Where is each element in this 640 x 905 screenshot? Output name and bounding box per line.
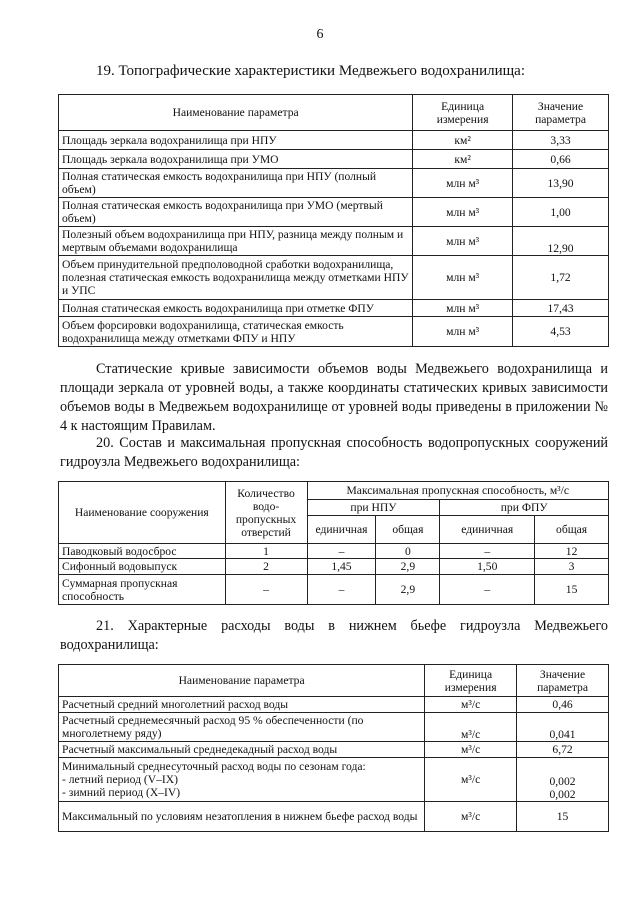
header-npu-single: единичная	[307, 516, 376, 544]
header-opening-count: Количество водо- пропускных отверстий	[225, 482, 307, 544]
table-row	[59, 150, 609, 169]
paragraph-static-curves	[60, 360, 608, 436]
row-summer-label: - летний период (V–IX)	[62, 773, 179, 786]
row-value: 0,041	[517, 713, 609, 742]
table-row	[59, 758, 609, 802]
row-value: 6,72	[517, 742, 609, 758]
row-count: 2	[225, 559, 307, 575]
row-value: 1,72	[513, 256, 609, 300]
row-name: Объем принудительной предполоводной сработки водохранилища, полезная статическая емкость водохранилища между отметками НПУ и УПС	[59, 256, 413, 300]
row-name: Расчетный среднемесячный расход 95 % обеспеченности (по многолетнему ряду)	[59, 713, 425, 742]
row-value: 0,66	[513, 150, 609, 169]
row-unit: млн м³	[413, 169, 513, 198]
row-npu-total: 2,9	[376, 575, 440, 605]
table-row	[59, 802, 609, 832]
table-row	[59, 198, 609, 227]
row-unit: м³/с	[425, 802, 517, 832]
row-name: Площадь зеркала водохранилища при НПУ	[59, 131, 413, 150]
row-name: Полная статическая емкость водохранилища при НПУ (полный объем)	[59, 169, 413, 198]
row-name: Минимальный среднесуточный расход воды по сезонам года:	[62, 760, 366, 773]
row-value: 15	[517, 802, 609, 832]
row-unit: км²	[413, 150, 513, 169]
row-name: Полная статическая емкость водохранилища при отметке ФПУ	[59, 300, 413, 317]
row-fpu-single: 1,50	[440, 559, 535, 575]
row-name: Расчетный средний многолетний расход воды	[59, 697, 425, 713]
row-value: 12,90	[513, 227, 609, 256]
table-row	[59, 559, 609, 575]
heading-text: 20. Состав и максимальная пропускная способность водопропускных сооружений гидроузла Медвежьего водохранилища:	[60, 435, 608, 470]
row-unit: млн м³	[413, 256, 513, 300]
header-fpu-total: общая	[535, 516, 609, 544]
row-unit: км²	[413, 131, 513, 150]
heading-text: 21. Характерные расходы воды в нижнем бьефе гидроузла Медвежьего водохранилища:	[60, 618, 608, 653]
row-name: Объем форсировки водохранилища, статическая емкость водохранилища между отметками ФПУ и НПУ	[59, 317, 413, 347]
table-row	[59, 742, 609, 758]
row-name: Паводковый водосброс	[59, 544, 226, 559]
header-unit: Единица измерения	[413, 95, 513, 131]
row-count: 1	[225, 544, 307, 559]
row-npu-total: 2,9	[376, 559, 440, 575]
header-value: Значение параметра	[517, 665, 609, 697]
header-max-capacity: Максимальная пропускная способность, м³/с	[307, 482, 609, 500]
page-number: 6	[316, 27, 324, 42]
row-npu-single: –	[307, 575, 376, 605]
row-npu-total: 0	[376, 544, 440, 559]
row-name: Полезный объем водохранилища при НПУ, разница между полным и мертвым объемами водохранилища	[59, 227, 413, 256]
topographic-table	[58, 94, 609, 347]
header-value: Значение параметра	[513, 95, 609, 131]
row-name: Максимальный по условиям незатопления в нижнем бьефе расход воды	[59, 802, 425, 832]
section-21-heading	[60, 617, 608, 655]
row-name: Суммарная пропускная способность	[59, 575, 226, 605]
flow-rates-table	[58, 664, 609, 832]
header-npu-total: общая	[376, 516, 440, 544]
row-name: Полная статическая емкость водохранилища при УМО (мертвый объем)	[59, 198, 413, 227]
table-row	[59, 713, 609, 742]
row-fpu-single: –	[440, 544, 535, 559]
table-row	[59, 317, 609, 347]
header-fpu-single: единичная	[440, 516, 535, 544]
header-parameter: Наименование параметра	[59, 95, 413, 131]
row-value: 17,43	[513, 300, 609, 317]
row-fpu-total: 3	[535, 559, 609, 575]
table-row	[59, 169, 609, 198]
table-row	[59, 131, 609, 150]
row-name: Площадь зеркала водохранилища при УМО	[59, 150, 413, 169]
capacity-table	[58, 481, 609, 605]
row-value: 3,33	[513, 131, 609, 150]
row-winter-value: 0,002	[549, 788, 576, 801]
table-row	[59, 697, 609, 713]
header-unit: Единица измерения	[425, 665, 517, 697]
row-unit: м³/с	[425, 697, 517, 713]
row-unit: м³/с	[425, 713, 517, 742]
row-npu-single: 1,45	[307, 559, 376, 575]
row-name: Расчетный максимальный среднедекадный расход воды	[59, 742, 425, 758]
table-row	[59, 256, 609, 300]
row-count: –	[225, 575, 307, 605]
paragraph-text: Статические кривые зависимости объемов воды Медвежьего водохранилища и площади зеркала от уровней воды, а также координаты статических кривых зависимости объемов воды в Медвежьем водохранилище от уровней воды приведены в приложении № 4 к настоящим Правилам.	[60, 361, 608, 434]
row-fpu-total: 12	[535, 544, 609, 559]
row-unit: млн м³	[413, 317, 513, 347]
row-unit: млн м³	[413, 198, 513, 227]
row-unit: м³/с	[425, 742, 517, 758]
row-unit: млн м³	[413, 300, 513, 317]
table-row	[59, 544, 609, 559]
row-fpu-single: –	[440, 575, 535, 605]
row-unit: млн м³	[413, 227, 513, 256]
table-row	[59, 227, 609, 256]
header-npu: при НПУ	[307, 500, 440, 516]
row-winter-label: - зимний период (X–IV)	[62, 786, 181, 799]
row-value: 0,46	[517, 697, 609, 713]
row-name: Сифонный водовыпуск	[59, 559, 226, 575]
row-fpu-total: 15	[535, 575, 609, 605]
row-value: 13,90	[513, 169, 609, 198]
section-20-heading	[60, 434, 608, 472]
row-npu-single: –	[307, 544, 376, 559]
table-row	[59, 575, 609, 605]
header-fpu: при ФПУ	[440, 500, 609, 516]
table-row	[59, 300, 609, 317]
row-value: 1,00	[513, 198, 609, 227]
header-parameter: Наименование параметра	[59, 665, 425, 697]
row-summer-value: 0,002	[549, 775, 576, 788]
row-unit: м³/с	[425, 758, 517, 802]
header-structure-name: Наименование сооружения	[59, 482, 226, 544]
row-value: 4,53	[513, 317, 609, 347]
section-19-heading: 19. Топографические характеристики Медвежьего водохранилища:	[96, 63, 526, 79]
